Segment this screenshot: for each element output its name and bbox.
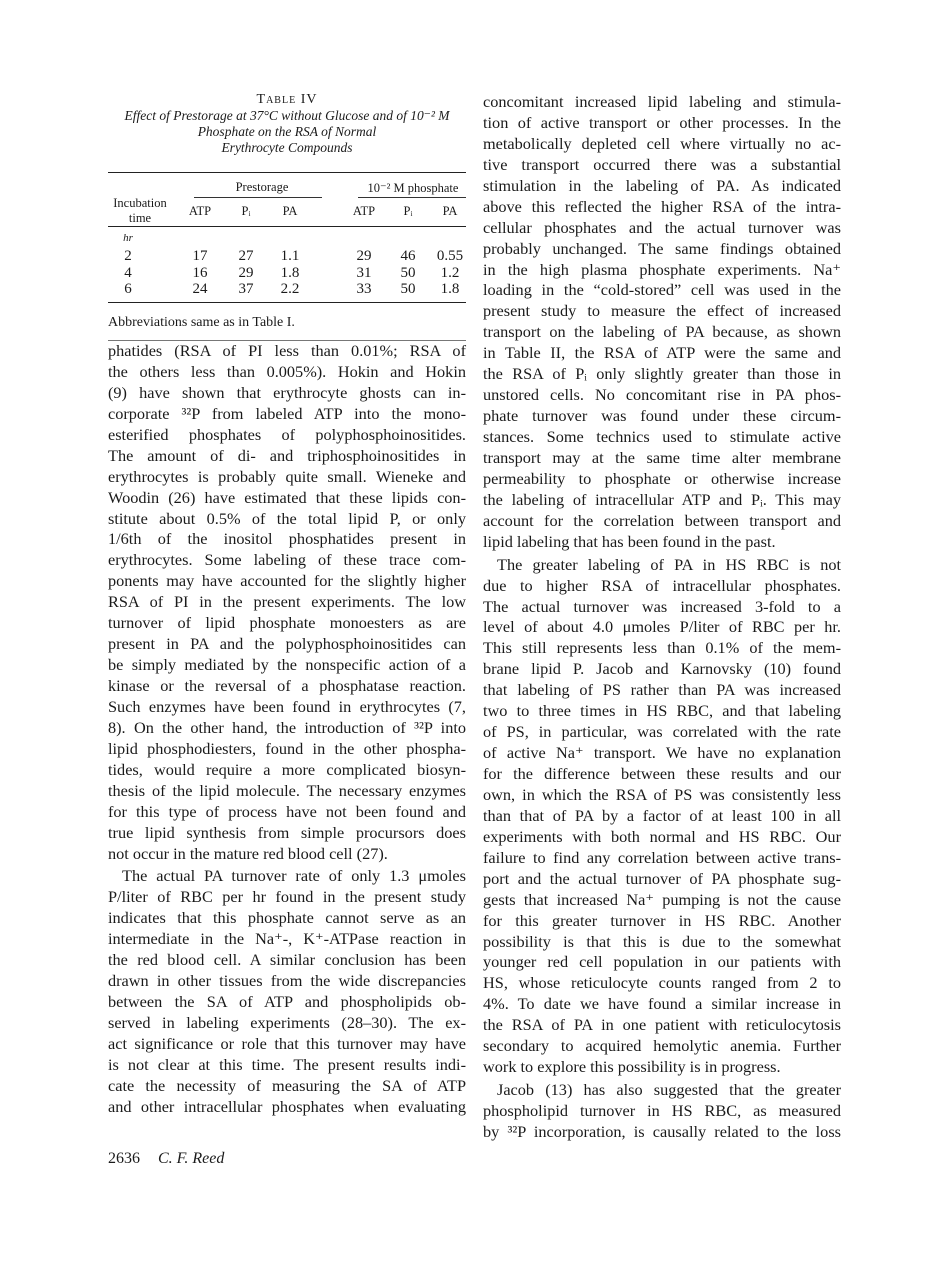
text-line: is not clear at this time. The present results indi- (108, 1054, 466, 1074)
table-cell: 0.55 (436, 248, 464, 264)
paragraph (108, 341, 466, 864)
header-rule (108, 226, 466, 227)
text-line: of active Na⁺ transport. We have no explanation (483, 743, 841, 763)
table-cell: 37 (238, 281, 254, 297)
incubation-time-cell: 2 (124, 248, 132, 264)
text-line: work to explore this possibility is in progress. (483, 1057, 781, 1077)
table-footnote: Abbreviations same as in Table I. (108, 315, 295, 330)
row-header (108, 196, 172, 226)
text-line: turnover of lipid phosphate monoesters as are (108, 613, 466, 633)
table-cell: 1.2 (440, 264, 460, 281)
text-line: for this type of process have not been found and (108, 801, 466, 821)
text-line: the others less than 0.005%). Hokin and Hokin (108, 361, 466, 381)
text-line: of PS, in particular, was correlated with the rate (483, 722, 841, 742)
text-line: cate the necessity of measuring the SA of ATP (108, 1075, 466, 1095)
column-header: PA (282, 204, 298, 218)
text-line: that labeling of PS rather than PA was increased (483, 680, 841, 700)
text-line: for the difference between these results and our (483, 764, 841, 783)
text-line: and other intracellular phosphates when evaluating (108, 1096, 466, 1116)
group-rule (194, 197, 322, 198)
text-line: failure to find any correlation between active trans- (483, 847, 841, 867)
text-line: secondary to acquired hemolytic anemia. Further (483, 1036, 841, 1056)
unit-label: hr (123, 232, 133, 244)
table-bottom-rule (108, 302, 466, 303)
row-header-line: Incubation (113, 196, 167, 210)
text-line: Jacob (13) has also suggested that the greater (497, 1080, 841, 1100)
text-line: erythrocytes is probably quite small. Wieneke and (108, 466, 466, 486)
text-line: tides, would require a more complicated biosyn- (108, 759, 466, 779)
text-line: Such enzymes have been found in erythrocytes (7, (108, 696, 466, 716)
incubation-time-cell: 6 (124, 281, 132, 297)
incubation-time-cell: 4 (124, 264, 132, 281)
text-line: port and the actual turnover of PA phosphate sug- (483, 868, 841, 888)
text-line: lipid labeling that has been found in the past. (483, 531, 776, 551)
table-cell: 29 (356, 248, 372, 264)
text-line: act significance or role that this turnover may have (108, 1033, 466, 1053)
text-line: transport may at the same time alter membrane (483, 447, 841, 467)
text-line: permeability to phosphate or otherwise increase (483, 468, 841, 488)
paragraph (483, 1080, 841, 1143)
text-line: RSA of PI in the present experiments. The low (108, 592, 466, 612)
table-cell: 27 (238, 248, 254, 264)
text-line: drawn in other tissues from the wide discrepancies (108, 971, 466, 991)
text-line: the labeling of intracellular ATP and Pᵢ. This may (483, 489, 841, 509)
table-cell: 31 (356, 264, 372, 281)
text-line: between the SA of ATP and phospholipids ob- (108, 992, 466, 1012)
page-number: 2636 (108, 1150, 140, 1167)
text-line: lipid phosphodiesters, found in the other phospha- (108, 738, 466, 758)
text-line: cellular phosphates and the actual turnover was (483, 217, 841, 237)
table-cell: 16 (192, 264, 208, 281)
text-line: brane lipid P. Jacob and Karnovsky (10) found (483, 659, 841, 679)
text-line: kinase or the reversal of a phosphatase reaction. (108, 676, 466, 695)
text-line: above this reflected the higher RSA of the intra- (483, 196, 841, 216)
table-cell: 46 (400, 248, 416, 264)
text-line: account for the correlation between transport and (483, 510, 841, 530)
right-column (483, 92, 841, 1145)
text-line: true lipid synthesis from simple procursors does (108, 822, 466, 842)
text-line: 4%. To date we have found a similar increase in (483, 994, 841, 1014)
text-line: in the high plasma phosphate experiments. Na⁺ (483, 259, 841, 279)
text-line: P/liter of RBC per hr found in the present study (108, 887, 466, 907)
table-title-line: Phosphate on the RSA of Normal (197, 124, 377, 139)
table-cell: 29 (238, 264, 254, 281)
text-line: present in PA and the polyphosphoinositides can (108, 634, 466, 654)
paragraph (483, 92, 841, 553)
text-line: in Table II, the RSA of ATP were the same and (483, 343, 841, 363)
text-line: present study to measure the effect of increased (483, 301, 841, 321)
text-line: concomitant increased lipid labeling and stimula- (483, 92, 841, 111)
text-line: (9) have shown that erythrocyte ghosts can in- (108, 382, 466, 402)
text-line: esterified phosphates of polyphosphoinositides. (108, 424, 466, 444)
table-title-line: Effect of Prestorage at 37°C without Glucose and of 10⁻² M (124, 108, 450, 123)
table-title-line: Erythrocyte Compounds (221, 140, 353, 155)
text-line: stimulation in the labeling of PA. As indicated (483, 175, 841, 195)
text-line: phate turnover was found under these circum- (483, 406, 841, 426)
text-line: transport on the labeling of PA because, as shown (483, 322, 841, 342)
text-line: tion of active transport or other processes. In the (483, 112, 841, 132)
text-line: erythrocytes. Some labeling of these trace com- (108, 550, 466, 570)
text-line: than that of PA by a factor of at least 100 in all (483, 805, 841, 825)
text-line: The amount of di- and triphosphoinositides in (108, 445, 466, 465)
text-line: served in labeling experiments (28–30). The ex- (108, 1013, 466, 1032)
text-line: two to three times in HS RBC, and that labeling (483, 701, 841, 721)
table-cell: 1.8 (280, 264, 300, 281)
text-line: younger red cell population in our patients with (483, 952, 841, 972)
table-cell: 50 (400, 264, 416, 281)
text-line: indicates that this phosphate cannot serve as an (108, 908, 466, 928)
text-line: ponents may have accounted for the slightly higher (108, 571, 466, 591)
text-line: the RSA of Pᵢ only slightly greater than those in (483, 364, 841, 384)
text-line: probably unchanged. The same findings obtained (483, 238, 841, 258)
group-header-prestorage: Prestorage (235, 180, 289, 194)
text-line: 8). On the other hand, the introduction of ³²P into (108, 717, 466, 737)
table-cell: 24 (192, 281, 208, 297)
text-line: tive transport occurred there was a substantial (483, 154, 841, 174)
text-line: HS, whose reticulocyte counts ranged from 2 to (483, 973, 841, 993)
text-line: stances. Some technics used to stimulate active (483, 427, 841, 446)
table-cell: 50 (400, 281, 416, 297)
text-line: The actual PA turnover rate of only 1.3 μmoles (122, 866, 466, 886)
table-cell: 2.2 (280, 281, 300, 297)
text-line: phospholipid turnover in HS RBC, as measured (483, 1101, 841, 1120)
text-line: be simply mediated by the nonspecific action of a (108, 655, 466, 675)
page-footer (108, 1150, 238, 1168)
column-header: PA (442, 204, 458, 218)
text-line: not occur in the mature red blood cell (27). (108, 843, 388, 863)
table-cell: 33 (356, 281, 372, 297)
text-line: Woodin (26) have estimated that these lipids con- (108, 487, 466, 507)
table-cell: 17 (192, 248, 208, 264)
text-line: the RSA of PA in one patient with reticulocytosis (483, 1015, 841, 1035)
text-line: corporate ³²P from labeled ATP into the mono- (108, 403, 466, 423)
text-line: experiments with both normal and HS RBC. Our (483, 826, 841, 846)
text-line: level of about 4.0 μmoles P/liter of RBC per hr. (483, 617, 841, 637)
group-rule (358, 197, 466, 198)
text-line: unstored cells. No concomitant rise in PA phos- (483, 385, 841, 405)
table-iv (108, 92, 466, 330)
text-line: gests that increased Na⁺ pumping is not the cause (483, 889, 841, 909)
paragraph (483, 555, 841, 1078)
text-line: by ³²P incorporation, is causally related to the loss (483, 1121, 841, 1141)
paragraph (108, 866, 466, 1117)
text-line: own, in which the RSA of PS was consistently less (483, 784, 841, 804)
text-line: The greater labeling of PA in HS RBC is not (497, 554, 841, 574)
text-line: stitute about 0.5% of the total lipid P, or only (108, 508, 466, 528)
text-line: possibility is that this is due to the somewhat (483, 931, 841, 951)
row-header-line: time (128, 211, 152, 225)
text-line: due to higher RSA of intracellular phosphates. (483, 575, 841, 595)
table-top-rule (108, 172, 466, 173)
running-author: C. F. Reed (158, 1150, 225, 1167)
text-line: 1/6th of the inositol phosphatides present in (108, 529, 466, 549)
text-line: intermediate in the Na⁺-, K⁺-ATPase reaction in (108, 929, 466, 949)
table-cell: 1.1 (280, 248, 300, 264)
text-line: metabolically depleted cell where virtually no ac- (483, 133, 841, 153)
column-header: ATP (352, 204, 376, 218)
column-header: Pᵢ (403, 204, 413, 218)
table-number: Table IV (256, 92, 318, 107)
group-header-phosphate: 10⁻² M phosphate (367, 181, 459, 195)
table-cell: 1.8 (440, 281, 460, 297)
text-line: for this greater turnover in HS RBC. Another (483, 910, 841, 930)
left-column (108, 341, 466, 1120)
column-header: ATP (188, 204, 212, 218)
text-line: The actual turnover was increased 3-fold to a (483, 596, 841, 616)
text-line: loading in the “cold-stored” cell was used in the (483, 280, 841, 300)
text-line: This still represents less than 0.1% of the mem- (483, 638, 841, 658)
text-line: the red blood cell. A similar conclusion has been (108, 950, 466, 970)
column-header: Pᵢ (241, 204, 251, 218)
text-line: thesis of the lipid molecule. The necessary enzymes (108, 780, 466, 800)
text-line: phatides (RSA of PI less than 0.01%; RSA of (108, 341, 466, 360)
